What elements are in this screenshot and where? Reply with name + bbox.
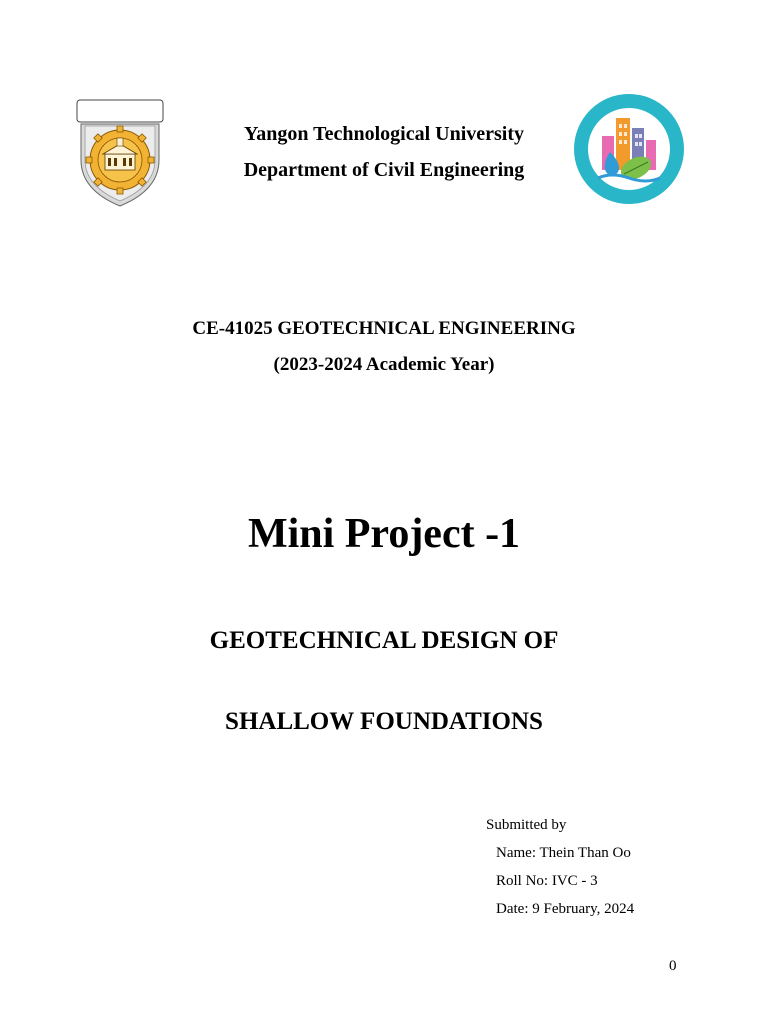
academic-year: (2023-2024 Academic Year): [273, 354, 495, 375]
ytu-seal-logo: [75, 98, 165, 208]
project-title: Mini Project -1: [247, 511, 521, 557]
submitted-by-label: Submitted by: [486, 817, 567, 833]
project-subtitle-line-2: SHALLOW FOUNDATIONS: [225, 708, 543, 735]
institution-header: [160, 116, 608, 188]
page-number: 0: [669, 958, 677, 974]
course-code-title: CE-41025 GEOTECHNICAL ENGINEERING: [192, 318, 576, 339]
submission-date: Date: 9 February, 2024: [496, 901, 635, 917]
department-name: Department of Civil Engineering: [243, 159, 525, 181]
university-name: Yangon Technological University: [243, 123, 525, 145]
student-name: Name: Thein Than Oo: [496, 845, 631, 861]
roll-number: Roll No: IVC - 3: [496, 873, 598, 889]
project-subtitle-line-1: GEOTECHNICAL DESIGN OF: [209, 627, 559, 654]
